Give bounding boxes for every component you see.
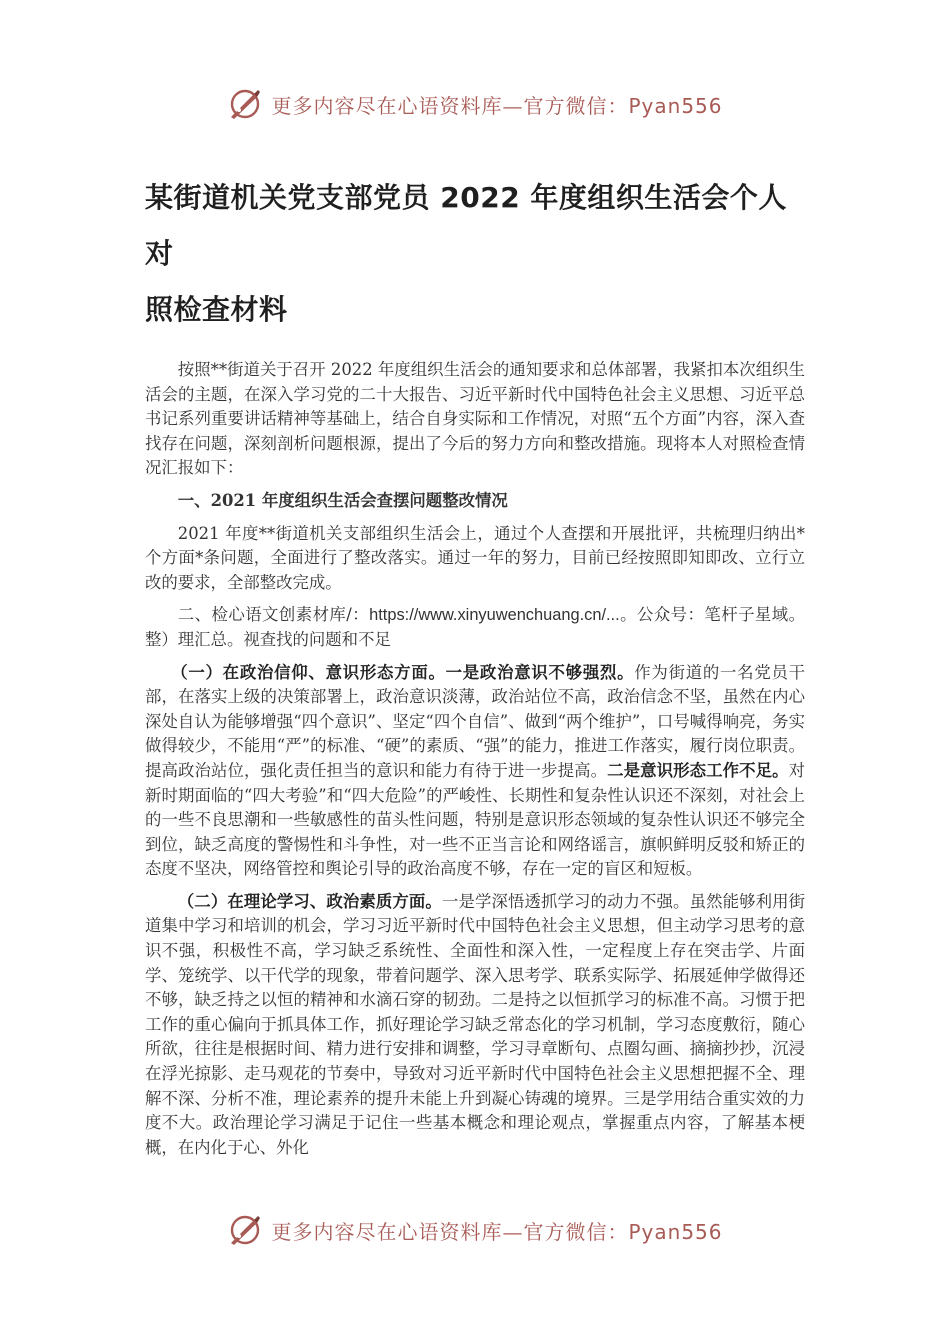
wechat-id: Pyan556 <box>628 1219 723 1244</box>
part-1-paragraph: （一）在政治信仰、意识形态方面。一是政治意识不够强烈。作为街道的一名党员干部，在落实上级的决策部署上，政治意识淡薄，政治站位不高，政治信念不坚，虽然在内心深处自认为能够增强“四个意识”、坚定“四个自信”、做到“两个维护”，口号喊得响亮，务实做得较少，不能用“严”的标准、“硬”的素质、“强”的能力，推进工作落实，履行岗位职责。提高政治站位，强化责任担当的意识和能力有待于进一步提高。二是意识形态工作不足。对新时期面临的“四大考验”和“四大危险”的严峻性、长期性和复杂性认识还不深刻，对社会上的一些不良思潮和一些敏感性的苗头性问题，特别是意识形态领域的复杂性认识还不够完全到位，缺乏高度的警惕性和斗争性，对一些不正当言论和网络谣言，旗帜鲜明反驳和矫正的态度不坚决，网络管控和舆论引导的政治高度不够，存在一定的盲区和短板。 <box>145 662 806 879</box>
intro-paragraph: 按照**街道关于召开 2022 年度组织生活会的通知要求和总体部署，我紧扣本次组织生活会的主题，在深入学习党的二十大报告、习近平新时代中国特色社会主义思想、习近平总书记系列重要讲话精神等基础上，结合自身实际和工作情况，对照“五个方面”内容，深入查找存在问题，深刻剖析问题根源，提出了今后的努力方向和整改措施。现将本人对照检查情况汇报如下： <box>145 360 805 478</box>
header-banner <box>0 84 950 124</box>
pen-logo-icon <box>227 86 263 122</box>
banner-text: 更多内容尽在心语资料库—官方微信：Pyan556 <box>271 1219 723 1244</box>
section-1-heading: 一、2021 年度组织生活会查摆问题整改情况 <box>177 490 508 510</box>
part-1-lead-2: 二是意识形态工作不足。 <box>607 760 789 780</box>
part-2-heading: （二）在理论学习、政治素质方面。 <box>177 891 442 911</box>
wechat-id: Pyan556 <box>628 93 723 118</box>
banner-text: 更多内容尽在心语资料库—官方微信：Pyan556 <box>271 93 723 118</box>
section-1-body: 2021 年度**街道机关支部组织生活会上，通过个人查摆和开展批评，共梳理归纳出*个方面*条问题，全面进行了整改落实。通过一年的努力，目前已经按照即知即改、立行立改的要求，全部整改完成。 <box>145 523 805 592</box>
footer-banner <box>0 1210 950 1250</box>
part-1-heading: （一）在政治信仰、意识形态方面。 <box>171 662 446 682</box>
part-1-lead-1: 一是政治意识不够强烈。 <box>445 662 635 682</box>
document-body <box>145 170 805 1160</box>
part-2-paragraph: （二）在理论学习、政治素质方面。一是学深悟透抓学习的动力不强。虽然能够利用街道集中学习和培训的机会，学习习近平新时代中国特色社会主义思想，但主动学习思考的意识不强，积极性不高，学习缺乏系统性、全面性和深入性，一定程度上存在突击学、片面学、笼统学、以干代学的现象，带着问题学、深入思考学、联系实际学、拓展延伸学做得还不够，缺乏持之以恒的精神和水滴石穿的韧劲。二是持之以恒抓学习的标准不高。习惯于把工作的重心偏向于抓具体工作，抓好理论学习缺乏常态化的学习机制，学习态度敷衍，随心所欲，往往是根据时间、精力进行安排和调整，学习寻章断句、点圈勾画、摘摘抄抄，沉浸在浮光掠影、走马观花的节奏中，导致对习近平新时代中国特色社会主义思想把握不全、理解不深、分析不准，理论素养的提升未能上升到凝心铸魂的境界。三是学用结合重实效的力度不大。政治理论学习满足于记住一些基本概念和理论观点，掌握重点内容，了解基本梗概，在内化于心、外化 <box>145 891 806 1157</box>
section-2-heading: 二、检心语文创素材库/：https://www.xinyuwenchuang.cn/...。公众号：笔杆子星域。整）理汇总。视查找的问题和不足 <box>145 605 806 649</box>
source-link[interactable]: https://www.xinyuwenchuang.cn/... <box>369 606 620 625</box>
document-title: 某街道机关党支部党员 2022 年度组织生活会个人对 照检查材料 <box>145 181 787 326</box>
pen-logo-icon <box>227 1212 263 1248</box>
